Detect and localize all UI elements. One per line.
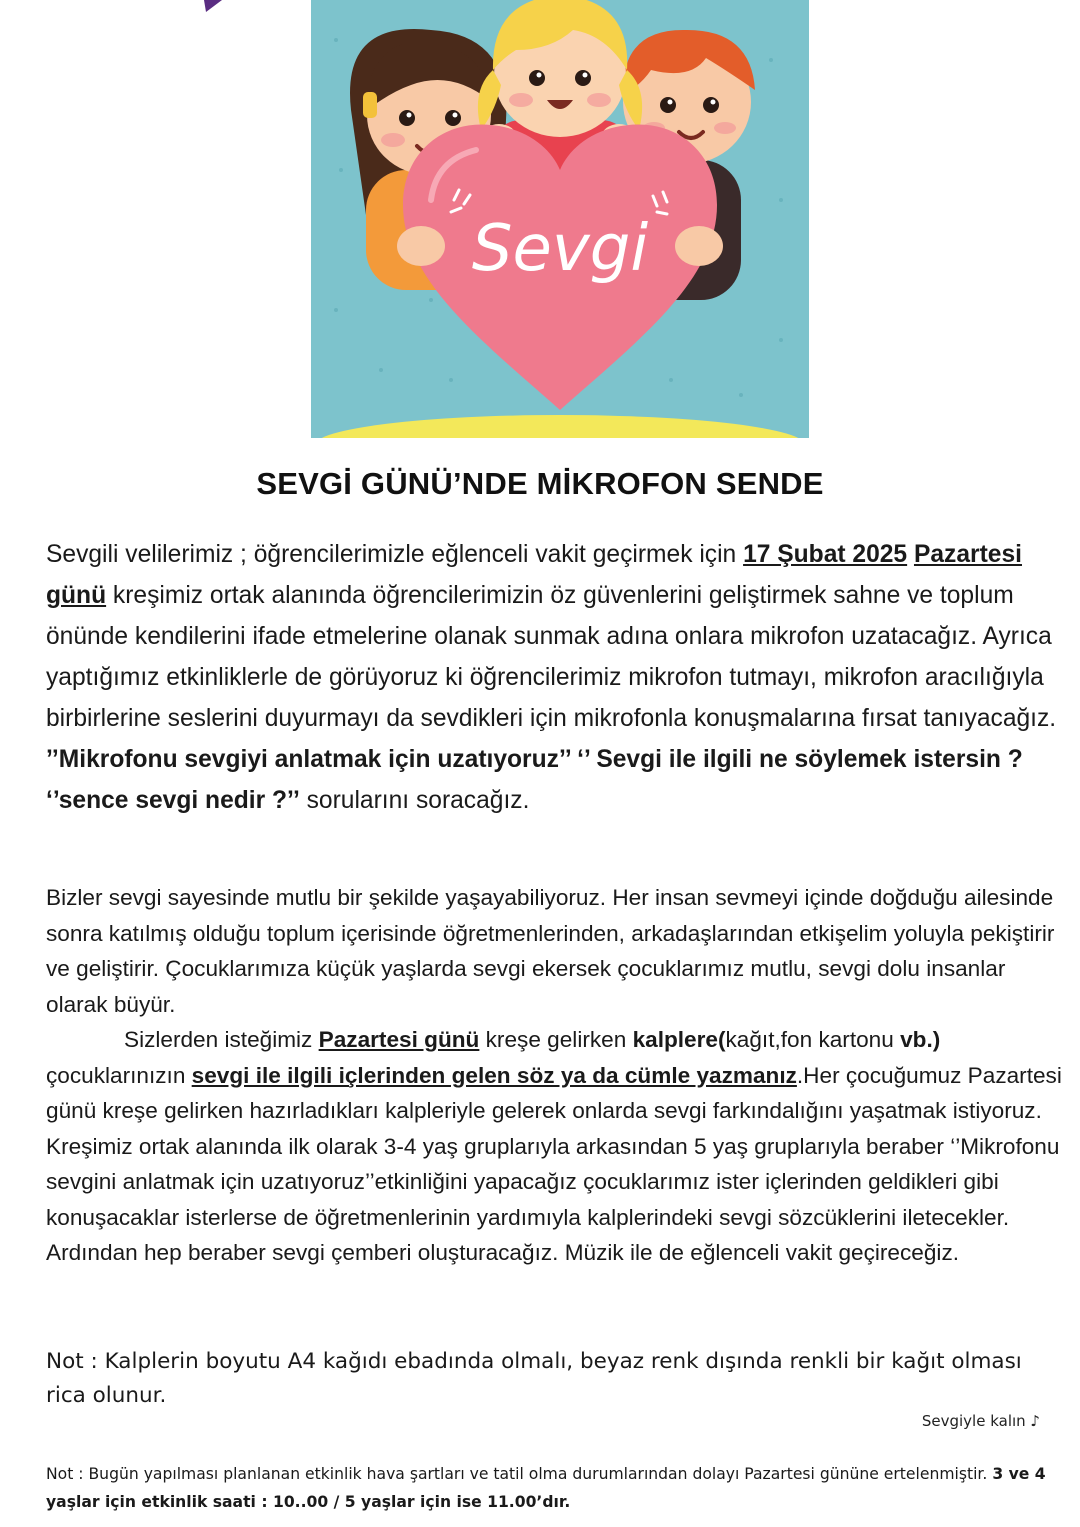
quote-questions: ‘’ Sevgi ile ilgili ne söylemek istersin ? ‘’sence sevgi nedir ?’’ xyxy=(46,746,1023,814)
p3-text-2: kreşe gelirken xyxy=(479,1027,633,1052)
paragraph-invitation xyxy=(46,534,1066,821)
signoff: Sevgiyle kalın ♪ xyxy=(921,1412,1040,1430)
corner-decoration xyxy=(200,0,222,12)
hearts-bold: kalplere( xyxy=(632,1027,726,1052)
sevgi-heart-text: Sevgi xyxy=(471,212,649,286)
vb-bold: vb.) xyxy=(900,1027,941,1052)
event-times: 3 ve 4 yaşlar için etkinlik saati : 10..00 / 5 yaşlar için ise 11.00’dır. xyxy=(46,1465,1046,1511)
p3-text-1: Sizlerden isteğimiz xyxy=(124,1027,319,1052)
paragraph-request xyxy=(46,1022,1066,1271)
note-heart-size: Not : Kalplerin boyutu A4 kağıdı ebadında olmalı, beyaz renk dışında renkli bir kağıt olması rica olunur. xyxy=(46,1349,1022,1408)
request-underlined: sevgi ile ilgili içlerinden gelen söz ya da cümle yazmanız xyxy=(191,1062,797,1088)
p3-text-5: .Her çocuğumuz Pazartesi günü kreşe gelirken hazırladıkları kalpleriyle gelerek onlarda sevgi farkındalığını yaşatmak istiyoruz. Kreşimiz ortak alanında ilk olarak 3-4 yaş gruplarıyla arkasından 5 yaş gruplarıyla beraber ‘’Mikrofonu sevgini anlatmak için uzatıyoruz’’etkinliğini yapacağız çocuklarımız ister içlerinden geldikleri gibi konuşacaklar isterlerse de öğretmenlerinin yardımıyla kalplerindeki sevgi sözcüklerini iletecekler. Ardından hep beraber sevgi çemberi oluşturacağız. Müzik ile de eğlenceli vakit geçireceğiz. xyxy=(46,1062,1062,1265)
event-date: 17 Şubat 2025 xyxy=(743,541,908,568)
p1-text-1: Sevgili velilerimiz ; öğrencilerimizle eğlenceli vakit geçirmek için xyxy=(46,541,744,568)
p1-text-2: kreşimiz ortak alanında öğrencilerimizin öz güvenlerini geliştirmek sahne ve toplum önünde kendilerini ifade etmelerine olanak sunmak adına onlara mikrofon uzatacağız. Ayrıca yaptığımız etkinliklerle de görüyoruz ki öğrencilerimiz mikrofon tutmayı, mikrofon aracılığıyla birbirlerine seslerini duyurmayı da sevdikleri için mikrofonla konuşmalarına fırsat tanıyacağız. xyxy=(46,582,1057,732)
p1-text-3: sorularını soracağız. xyxy=(299,787,530,814)
quote-microphone: ’’Mikrofonu sevgiyi anlatmak için uzatıyoruz’’ xyxy=(46,746,571,773)
note-postponed xyxy=(46,1460,1066,1516)
note-postponed-text: Not : Bugün yapılması planlanan etkinlik hava şartları ve tatil olma durumlarından dolayı Pazartesi gününe ertelenmiştir. xyxy=(46,1465,993,1483)
page-title: SEVGİ GÜNÜ’NDE MİKROFON SENDE xyxy=(256,466,824,501)
event-day: Pazartesi günü xyxy=(46,541,1022,609)
request-day: Pazartesi günü xyxy=(318,1027,480,1052)
sevgi-illustration xyxy=(311,0,809,438)
p3-text-3: kağıt,fon kartonu xyxy=(725,1027,901,1052)
paragraph-love: Bizler sevgi sayesinde mutlu bir şekilde yaşayabiliyoruz. Her insan sevmeyi içinde doğduğu ailesinde sonra katılmış olduğu toplum içerisinde öğretmenlerinden, arkadaşlarından etkişelim yoluyla pekiştirir ve geliştirir. Çocuklarımıza küçük yaşlarda sevgi ekersek çocuklarımız mutlu, sevgi dolu insanlar olarak büyür. xyxy=(46,885,1055,1017)
p3-text-4: çocuklarınızın xyxy=(46,1062,192,1088)
